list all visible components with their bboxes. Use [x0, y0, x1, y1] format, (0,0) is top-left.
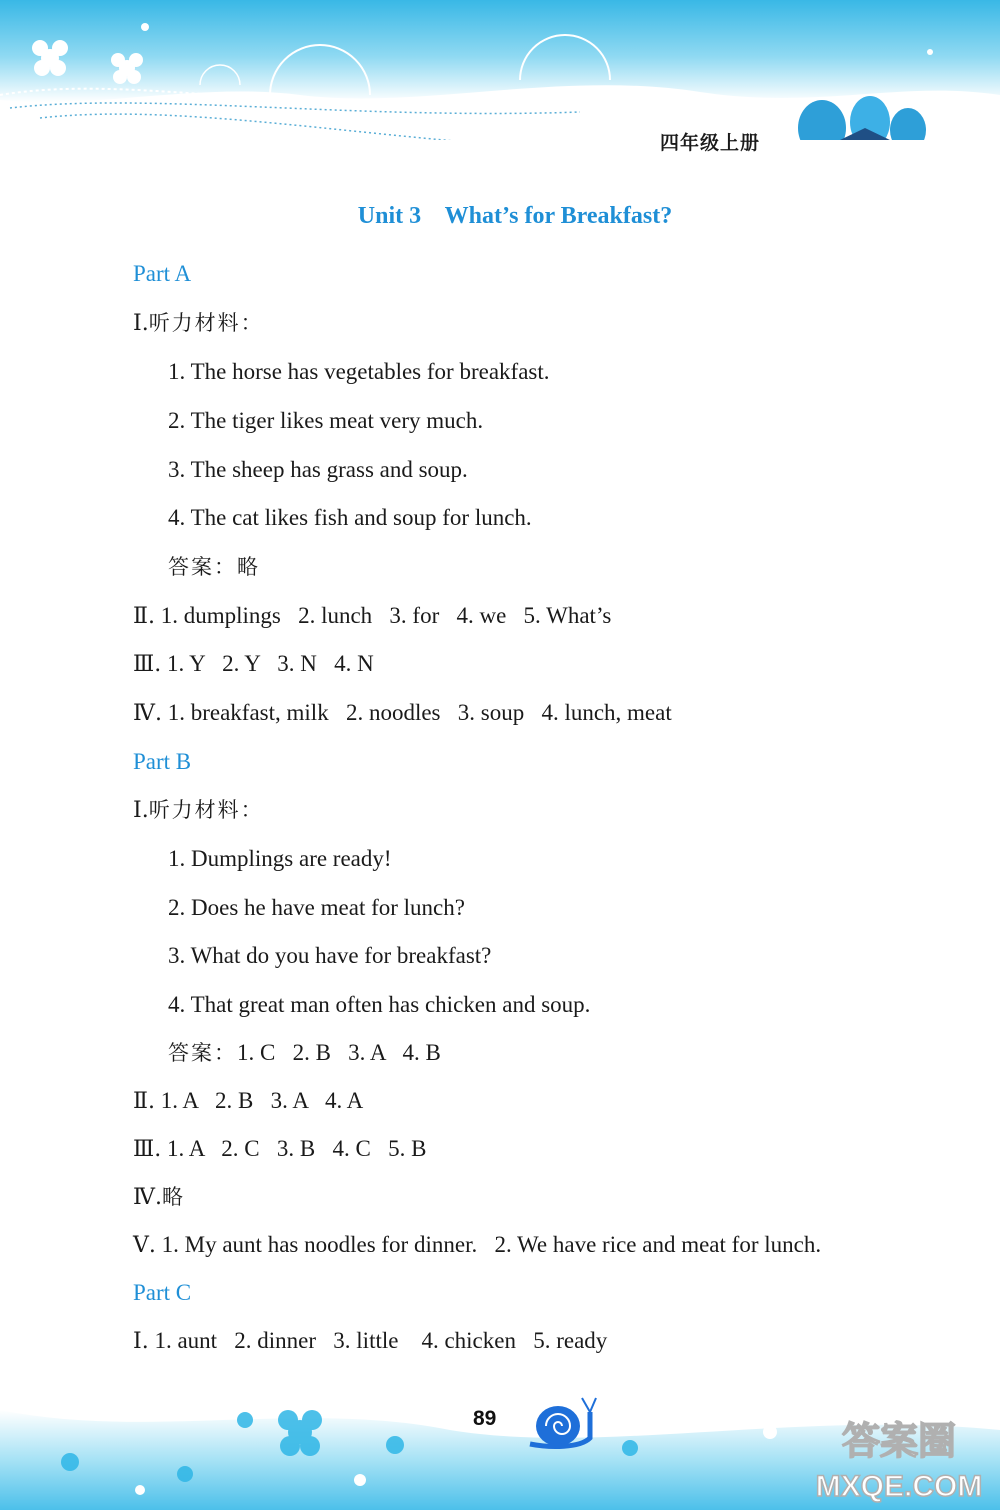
part-b-section-2 — [133, 1086, 363, 1117]
section-text: 1. aunt 2. dinner 3. little 4. chicken 5. ready — [148, 1328, 608, 1353]
section-number: Ⅳ. — [133, 1185, 162, 1210]
section-text: 1. breakfast, milk 2. noodles 3. soup 4. lunch, meat — [161, 700, 672, 725]
part-c-heading: Part C — [133, 1280, 192, 1305]
part-a-heading: Part A — [133, 261, 192, 286]
list-item: 1. Dumplings are ready! — [168, 846, 392, 871]
answer-label: 答案： — [168, 1041, 237, 1065]
list-item: 2. Does he have meat for lunch? — [168, 895, 465, 920]
section-number: Ⅰ. — [133, 311, 149, 336]
list-item: 2. The tiger likes meat very much. — [168, 408, 484, 433]
part-b-heading: Part B — [133, 749, 192, 774]
part-b-section-5 — [133, 1230, 821, 1261]
section-number: Ⅰ. — [133, 798, 149, 823]
part-b-section-1 — [133, 795, 264, 826]
grade-label: 四年级上册 — [659, 132, 760, 154]
section-text: 略 — [161, 1185, 185, 1209]
list-item: 4. The cat likes fish and soup for lunch. — [168, 505, 532, 530]
list-item: 4. That great man often has chicken and soup. — [168, 992, 591, 1017]
part-b-section-3 — [133, 1134, 426, 1165]
section-number: Ⅲ. — [133, 652, 162, 677]
section-text: 1. A 2. B 3. A 4. A — [154, 1088, 364, 1113]
watermark-logo — [810, 1410, 988, 1506]
section-number: Ⅲ. — [133, 1137, 162, 1162]
part-a-section-1 — [133, 308, 264, 339]
list-item: 3. The sheep has grass and soup. — [168, 457, 468, 482]
answer-text: 1. C 2. B 3. A 4. B — [237, 1040, 441, 1065]
list-item: 1. The horse has vegetables for breakfast. — [168, 359, 550, 384]
watermark-text-2: MXQE.COM — [815, 1470, 983, 1503]
section-text: 1. dumplings 2. lunch 3. for 4. we 5. What’s — [154, 603, 612, 628]
section-number: Ⅱ. — [133, 1089, 155, 1114]
snail-icon — [520, 1392, 600, 1452]
section-text: 1. A 2. C 3. B 4. C 5. B — [161, 1136, 427, 1161]
page-number: 89 — [473, 1407, 497, 1430]
part-a-section-2 — [133, 601, 611, 632]
section-number: Ⅱ. — [133, 604, 155, 629]
watermark-text-1: 答案圈 — [841, 1419, 957, 1463]
answer-line — [168, 1038, 441, 1068]
section-text: 听力材料： — [148, 798, 264, 822]
part-c-section-1 — [133, 1326, 607, 1357]
section-text: 听力材料： — [148, 311, 264, 335]
part-a-section-4 — [133, 698, 672, 729]
section-text: 1. My aunt has noodles for dinner. 2. We have rice and meat for lunch. — [155, 1232, 822, 1257]
part-a-section-3 — [133, 649, 374, 680]
section-number: Ⅰ. — [133, 1329, 149, 1354]
header-banner — [0, 0, 1000, 140]
section-number: Ⅴ. — [133, 1233, 156, 1258]
answer-line: 答案：略 — [168, 555, 260, 579]
section-text: 1. Y 2. Y 3. N 4. N — [161, 651, 374, 676]
part-b-section-4 — [133, 1182, 185, 1213]
unit-title: Unit 3 What’s for Breakfast? — [357, 203, 673, 229]
section-number: Ⅳ. — [133, 701, 162, 726]
list-item: 3. What do you have for breakfast? — [168, 943, 492, 968]
